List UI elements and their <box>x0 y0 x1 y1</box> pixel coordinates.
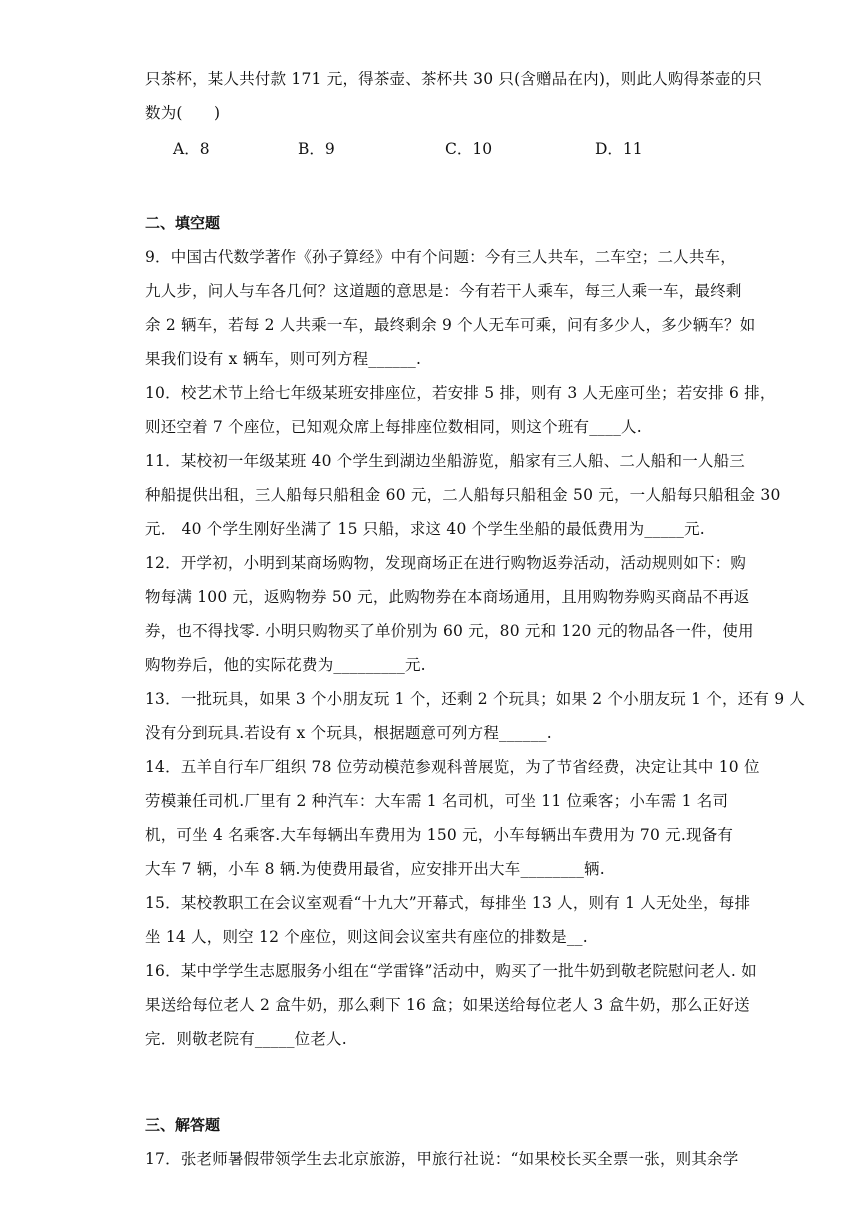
question-line: 13．一批玩具，如果 3 个小朋友玩 1 个，还剩 2 个玩具；如果 2 个小朋友玩 1 个，还有 9 人 <box>145 690 806 708</box>
question-16 <box>145 954 757 1056</box>
option-c: C．10 <box>445 140 493 158</box>
question-10 <box>145 376 776 444</box>
document-content <box>145 62 806 1176</box>
question-line: 10．校艺术节上给七年级某班安排座位，若安排 5 排，则有 3 人无座可坐；若安排 6 排， <box>145 384 776 402</box>
section-title-answer: 三、解答题 <box>145 1116 221 1134</box>
question-line: 没有分到玩具.若设有 x 个玩具，根据题意可列方程______. <box>145 724 552 742</box>
question-line: 余 2 辆车，若每 2 人共乘一车，最终剩余 9 个人无车可乘，问有多少人，多少辆车？如 <box>145 316 756 334</box>
question-line: 劳模兼任司机.厂里有 2 种汽车：大车需 1 名司机，可坐 11 位乘客；小车需 1 名司 <box>145 792 729 810</box>
question-line: 则还空着 7 个座位，已知观众席上每排座位数相同，则这个班有____人. <box>145 418 642 436</box>
question-15 <box>145 886 751 954</box>
question-line: 17．张老师暑假带领学生去北京旅游，甲旅行社说：“如果校长买全票一张，则其余学 <box>145 1150 739 1168</box>
question-line: 购物券后，他的实际花费为_________元. <box>145 656 426 674</box>
question-line: 只茶杯，某人共付款 171 元，得茶壶、茶杯共 30 只(含赠品在内)，则此人购得茶壶的只 <box>145 70 763 88</box>
option-b: B．9 <box>298 140 335 158</box>
question-line: 券，也不得找零. 小明只购物买了单价别为 60 元，80 元和 120 元的物品各一件，使用 <box>145 622 754 640</box>
question-14 <box>145 750 760 886</box>
question-line: 数为( ) <box>145 104 221 122</box>
question-line: 元． 40 个学生刚好坐满了 15 只船，求这 40 个学生坐船的最低费用为_____元. <box>145 520 705 538</box>
question-line: 九人步，问人与车各几何？这道题的意思是：今有若干人乘车，每三人乘一车，最终剩 <box>145 282 742 300</box>
answer-options <box>145 132 720 166</box>
option-a: A．8 <box>173 140 210 158</box>
question-line: 果送给每位老人 2 盒牛奶，那么剩下 16 盒；如果送给每位老人 3 盒牛奶，那么正好送 <box>145 996 750 1014</box>
question-line: 物每满 100 元，返购物券 50 元，此购物券在本商场通用，且用购物券购买商品不再返 <box>145 588 750 606</box>
question-8 <box>145 62 763 166</box>
question-13 <box>145 682 806 750</box>
question-12 <box>145 546 754 682</box>
question-line: 完．则敬老院有_____位老人. <box>145 1030 347 1048</box>
question-line: 大车 7 辆，小车 8 辆.为使费用最省，应安排开出大车________辆. <box>145 860 605 878</box>
question-line: 果我们设有 x 辆车，则可列方程______. <box>145 350 422 368</box>
section-title-fill-in: 二、填空题 <box>145 214 221 232</box>
question-line: 14．五羊自行车厂组织 78 位劳动模范参观科普展览，为了节省经费，决定让其中 10 位 <box>145 758 760 776</box>
question-17 <box>145 1142 739 1176</box>
question-line: 15．某校教职工在会议室观看“十九大”开幕式，每排坐 13 人，则有 1 人无处坐，每排 <box>145 894 751 912</box>
question-line: 16．某中学学生志愿服务小组在“学雷锋”活动中，购买了一批牛奶到敬老院慰问老人. 如 <box>145 962 757 980</box>
question-line: 11．某校初一年级某班 40 个学生到湖边坐船游览，船家有三人船、二人船和一人船三 <box>145 452 746 470</box>
question-line: 坐 14 人，则空 12 个座位，则这间会议室共有座位的排数是__. <box>145 928 588 946</box>
question-line: 9．中国古代数学著作《孙子算经》中有个问题：今有三人共车，二车空；二人共车， <box>145 248 736 266</box>
question-line: 机，可坐 4 名乘客.大车每辆出车费用为 150 元，小车每辆出车费用为 70 元.现备有 <box>145 826 734 844</box>
question-line: 种船提供出租，三人船每只船租金 60 元，二人船每只船租金 50 元，一人船每只船租金 30 <box>145 486 781 504</box>
question-line: 12．开学初，小明到某商场购物，发现商场正在进行购物返券活动，活动规则如下：购 <box>145 554 747 572</box>
option-d: D．11 <box>595 140 643 158</box>
question-11 <box>145 444 781 546</box>
question-9 <box>145 240 756 376</box>
